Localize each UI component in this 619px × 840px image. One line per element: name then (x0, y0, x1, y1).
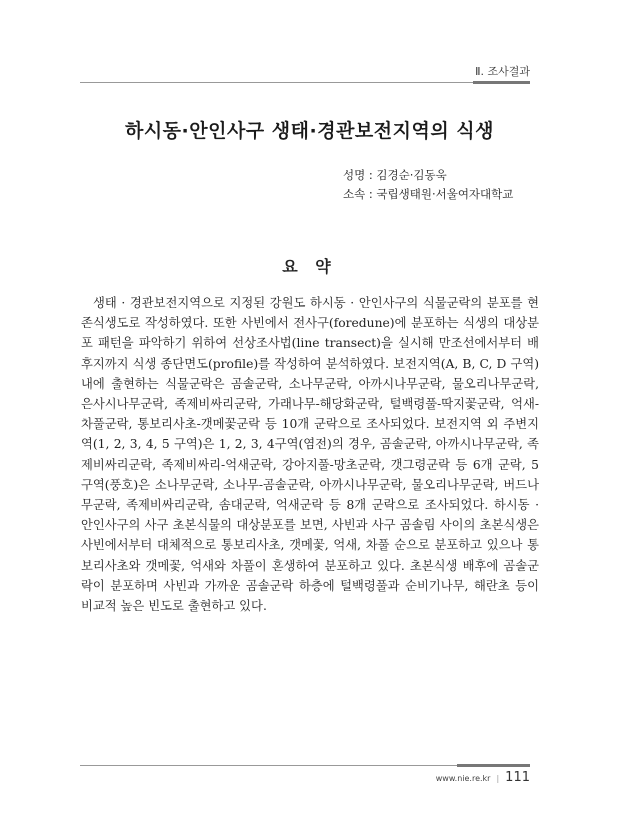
page-number: 111 (505, 770, 530, 785)
footer (436, 770, 530, 785)
affiliation-row (343, 185, 513, 204)
author-names-row (343, 166, 513, 185)
header-rule-accent (473, 81, 530, 84)
footer-rule-accent (457, 764, 530, 767)
name-label: 성명 : (343, 168, 377, 182)
page-title: 하시동·안인사구 생태·경관보전지역의 식생 (124, 120, 495, 142)
footer-url: www.nie.re.kr (435, 774, 491, 783)
section-label: Ⅱ. 조사결과 (475, 65, 530, 78)
abstract-heading: 요 약 (282, 257, 337, 276)
author-info (343, 166, 513, 204)
abstract-body: 생태 · 경관보전지역으로 지정된 강원도 하시동 · 안인사구의 식물군락의 분포를 현존식생도로 작성하였다. 또한 사빈에서 전사구(foredune)에 분포하는 식생의 대상분포 패턴을 파악하기 위하여 선상조사법(line transect)을 실시해 만조선에서부터 배후지까지 식생 종단면도(profile)를 작성하여 분석하였다. 보전지역(A, B, C, D 구역) 내에 출현하는 식물군락은 곰솔군락, 소나무군락, 아까시나무군락, 물오리나무군락, 은사시나무군락, 족제비싸리군락, 가래나무-해당화군락, 털백령풀-딱지꽃군락, 억새-차풀군락, 통보리사초-갯메꽃군락 등 10개 군락으로 조사되었다. 보전지역 외 주변지역(1, 2, 3, 4, 5 구역)은 1, 2, 3, 4구역(염전)의 경우, 곰솔군락, 아까시나무군락, 족제비싸리군락, 족제비싸리-억새군락, 강아지풀-망초군락, 갯그령군락 등 6개 군락, 5구역(풍호)은 소나무군락, 소나무-곰솔군락, 아까시나무군락, 물오리나무군락, 버드나무군락, 족제비싸리군락, 솜대군락, 억새군락 등 8개 군락으로 조사되었다. 하시동 · 안인사구의 사구 초본식물의 대상분포를 보면, 사빈과 사구 곰솔림 사이의 초본식생은 사빈에서부터 대체적으로 통보리사초, 갯메꽃, 억새, 차풀 순으로 분포하고 있으나 통보리사초와 갯메꽃, 억새와 차풀이 혼생하여 분포하고 있다. 초본식생 배후에 곰솔군락이 분포하며 사빈과 가까운 곰솔군락 하층에 털백령풀과 순비기나무, 해란초 등이 비교적 높은 빈도로 출현하고 있다. (81, 296, 539, 614)
author-names: 김경순·김동욱 (376, 168, 447, 182)
affiliation-label: 소속 : (343, 187, 377, 201)
footer-separator: | (496, 774, 500, 783)
affiliation: 국립생태원·서울여자대학교 (376, 187, 514, 201)
header-rule (80, 82, 530, 83)
